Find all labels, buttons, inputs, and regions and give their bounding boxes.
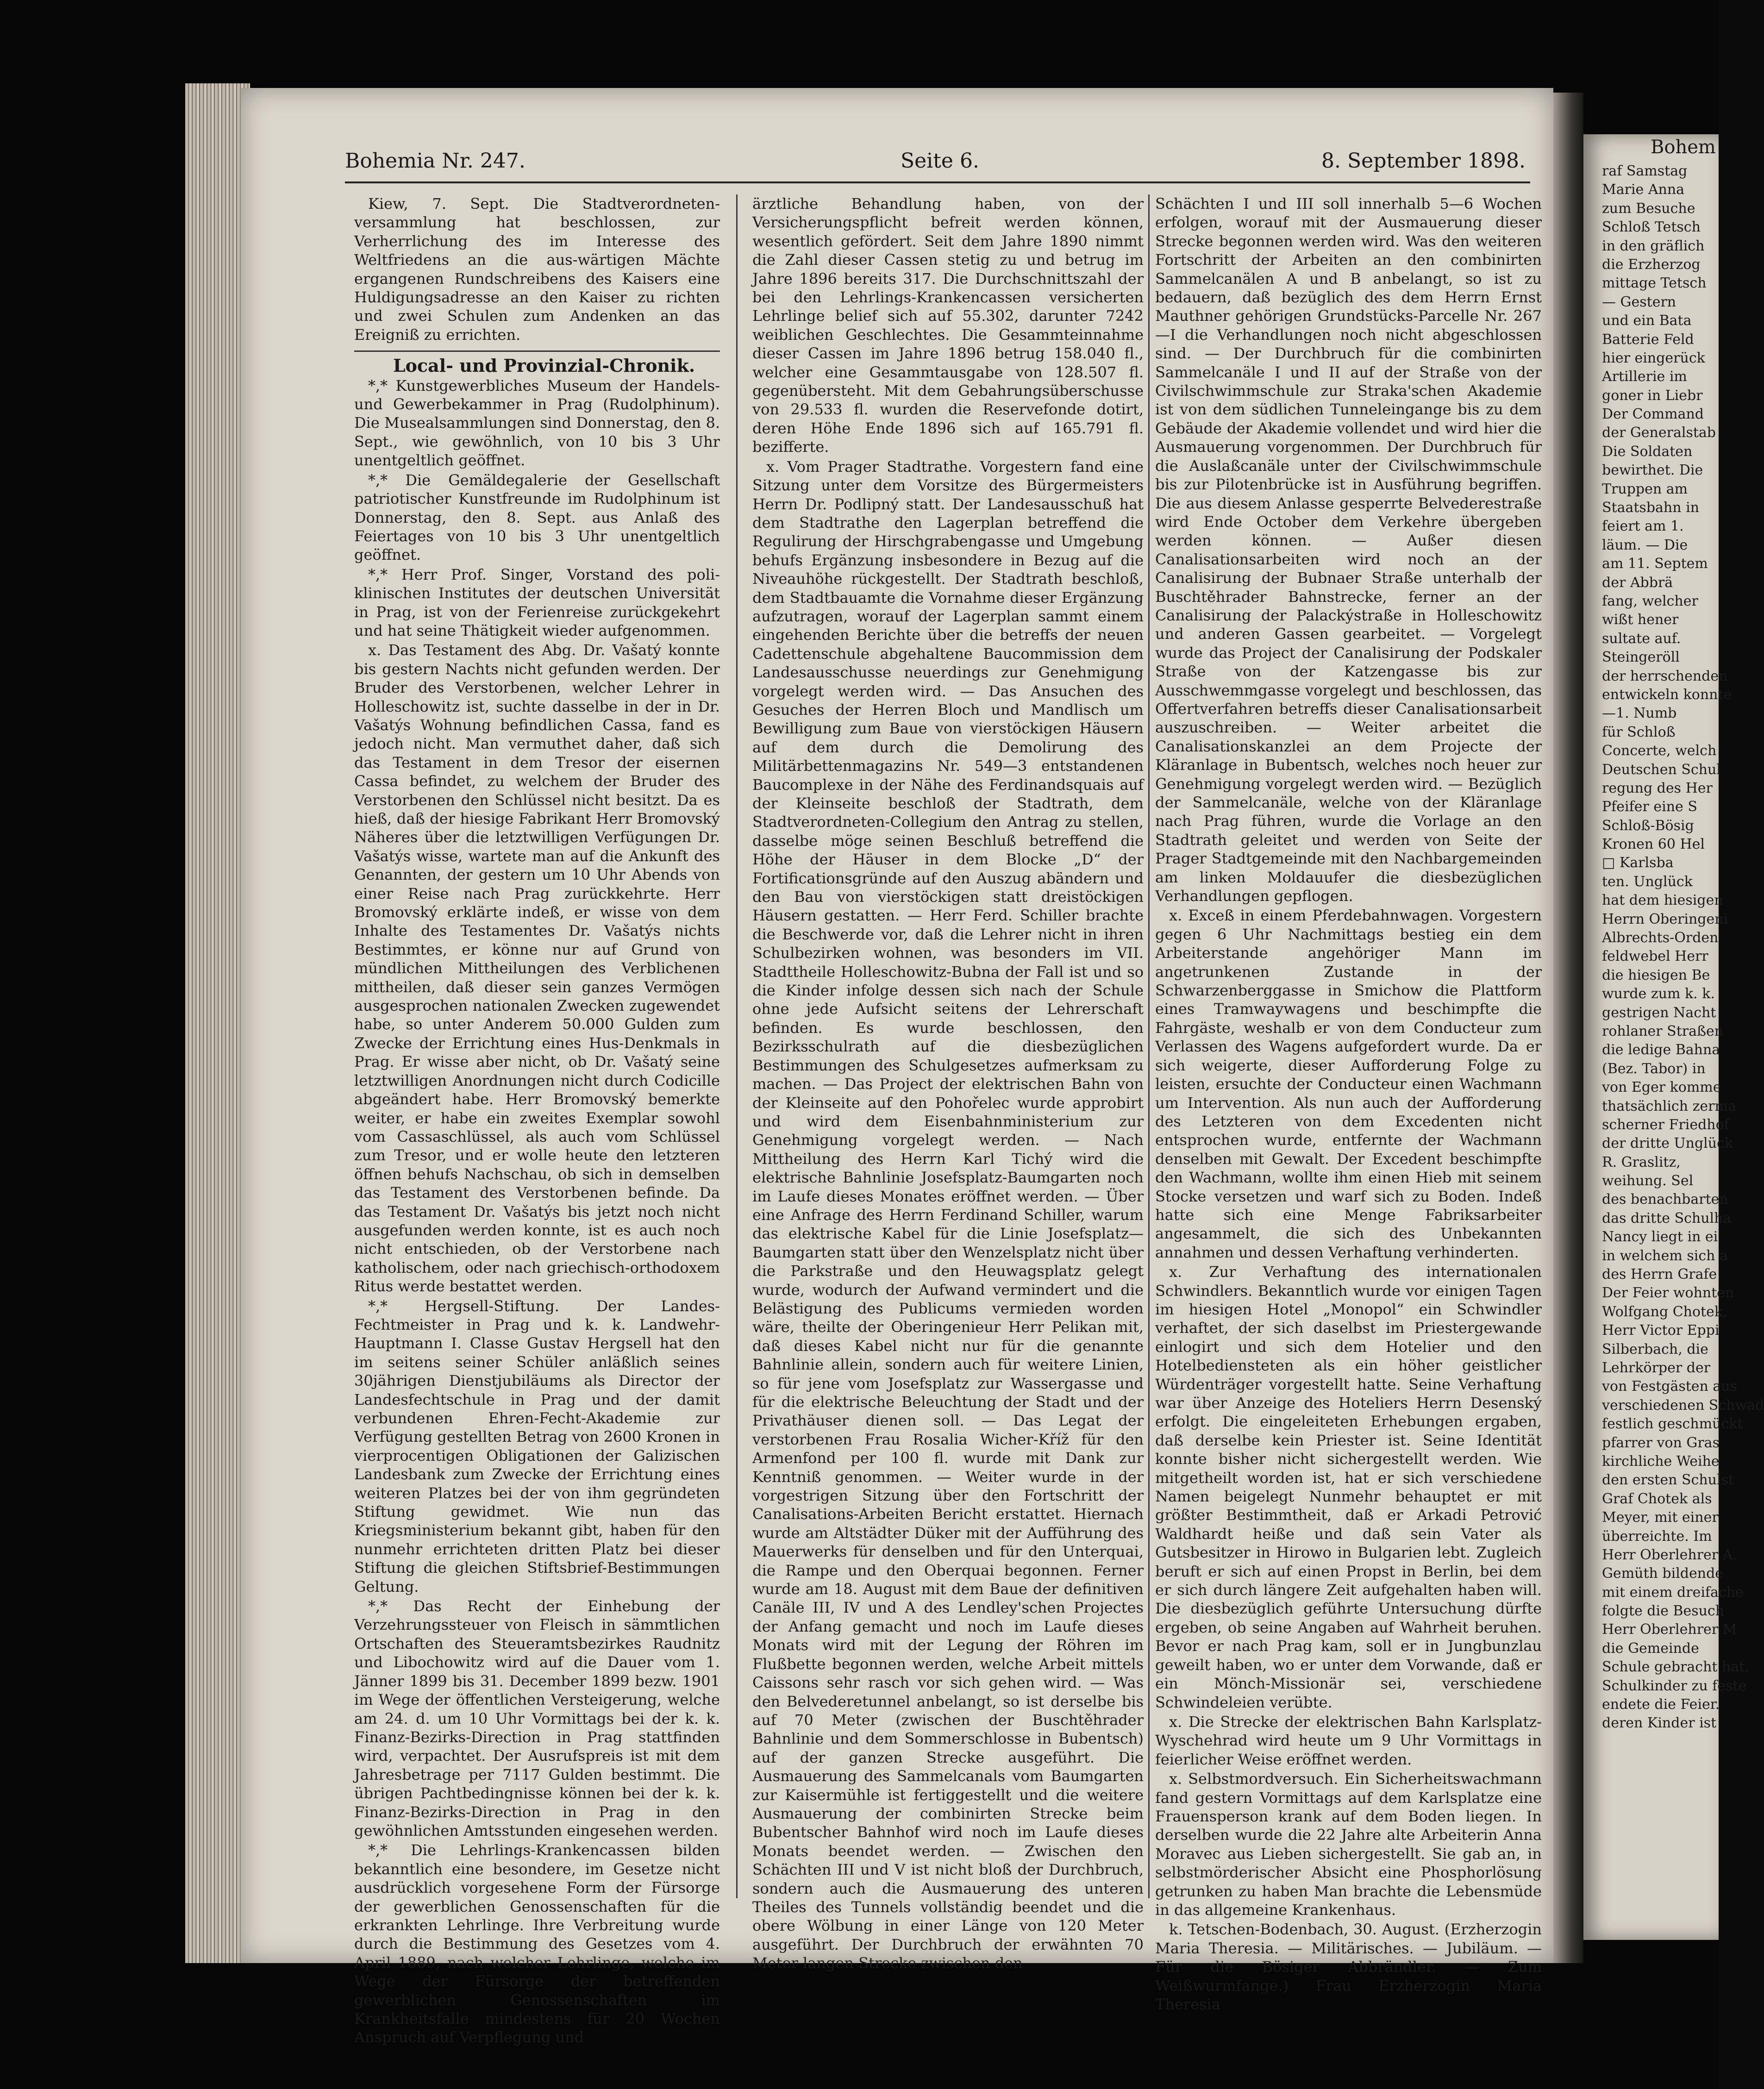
header-paper-issue: Bohemia Nr. 247. [345, 149, 525, 173]
facing-page-line: Artillerie im [1602, 369, 1687, 385]
book-gutter [1553, 93, 1583, 1963]
facing-page-line: Schulkinder zu feste [1602, 1677, 1747, 1694]
facing-page-line: — Gestern [1602, 294, 1676, 310]
facing-page-line: Schule gebracht hat, [1602, 1659, 1749, 1676]
facing-page-line: R. Graslitz, [1602, 1154, 1681, 1170]
facing-page-line: des benachbarten [1602, 1191, 1728, 1208]
column-1 [354, 194, 720, 2046]
facing-page-line: Steingeröll [1602, 649, 1680, 666]
facing-page-line: feldwebel Herr [1602, 948, 1708, 965]
facing-page-line: Lehrkörper der [1602, 1360, 1711, 1376]
column-3 [1155, 194, 1542, 2013]
facing-page-line: hier eingerück [1602, 350, 1705, 366]
facing-page-line: scherner Friedhof [1602, 1116, 1729, 1133]
article-gemaeldegalerie: *,* Die Gemäldegalerie der Gesellschaft patriotischer Kunstfreunde im Rudolphinum ist Donnerstag, den 8. Sept. aus Anlaß des Feiertages von 10 bis 3 Uhr unentgeltlich geöffnet. [354, 471, 720, 564]
article-lehrlings-continued: ärztliche Behandlung haben, von der Versicherungspflicht befreit werden können, wesentlich gefördert. Seit dem Jahre 1890 nimmt die Zahl dieser Cassen stetig zu und betrug im Jahre 1896 bereits 317. Die Durchschnittszahl der bei den Lehrlings-Krankencassen versicherten Lehrlinge belief sich auf 55.302, darunter 7242 weiblichen Geschlechtes. Die Gesammteinnahme dieser Cassen im Jahre 1896 betrug 158.040 fl., welcher eine Gesammtausgabe von 128.507 fl. gegenübersteht. Mit dem Gebahrungsüberschusse von 29.533 fl. wurden die Reservefonde dotirt, deren Höhe Ende 1896 sich auf 165.791 fl. bezifferte. [752, 195, 1144, 456]
facing-page-line: mittage Tetsch [1602, 275, 1707, 292]
article-kunstgewerbe: *,* Kunstgewerbliches Museum der Handels- und Gewerbekammer in Prag (Rudolphinum). Die Musealsammlungen sind Donnerstag, den 8. Sept., wie gewöhnlich, von 10 bis 3 Uhr unentgeltlich geöffnet. [354, 376, 720, 469]
article-stadtrath-continued: Schächten I und III soll innerhalb 5—6 Wochen erfolgen, worauf mit der Ausmauerung dieser Strecke begonnen werden wird. Was den weiteren Fortschritt der Arbeiten an den combinirten Sammelcanälen A und B anbelangt, so ist zu bedauern, daß bezüglich des dem Herrn Ernst Mauthner gehörigen Grundstücks-Parcelle Nr. 267—I die Verhandlungen noch nicht abgeschlossen sind. — Der Durchbruch für die combinirten Sammelcanäle I und II auf der Straße von der Civilschwimmschule zur Straka'schen Akademie ist von dem südlichen Tunneleingange bis zu dem Gebäude der Akademie vollendet und wird hier die Ausmauerung vorgenommen. Der Durchbruch für die Auslaßcanäle unter der Civilschwimmschule bis zur Pilotenbrücke ist in Ausführung begriffen. Die aus diesem Anlasse gesperrte Belvederestraße wird Ende October dem Verkehre übergeben werden können. — Außer diesen Canalisationsarbeiten wird noch an der Canalisirung der Bubnaer Straße unterhalb der Buschtěhrader Bahnstrecke, ferner an der Canalisirung der Palackýstraße in Holleschowitz und anderen Gassen gearbeitet. — Vorgelegt wurde das Project der Canalisirung der Podskaler Straße von der Katzengasse bis zur Ausschwemmgasse vorgelegt und beschlossen, das Offertverfahren betreffs dieser Canalisationsarbeit auszuschreiben. — Weiter arbeitet die Canalisationskanzlei an dem Projecte der Kläranlage in Bubentsch, welches noch heuer zur Genehmigung vorgelegt werden wird. — Bezüglich der Sammelcanäle, welche von der Kläranlage nach Prag führen, wurde die Vorlage an den Stadtrath geleitet und werden von Seite der Prager Stadtgemeinde mit den Nachbargemeinden am linken Moldauufer die diesbezüglichen Verhandlungen gepflogen. [1155, 195, 1542, 905]
facing-page-line: Herr Oberlehrer M [1602, 1621, 1737, 1638]
column-2 [752, 194, 1144, 1972]
facing-page-line: Graf Chotek als [1602, 1490, 1712, 1507]
facing-page-line: thatsächlich zerma [1602, 1098, 1736, 1114]
facing-page-line: endete die Feier. [1602, 1696, 1720, 1713]
facing-page-line: Truppen am [1602, 481, 1688, 497]
article-kiew: Kiew, 7. Sept. Die Stadtverordneten-versammlung hat beschlossen, zur Verherrlichung des im Interesse des Weltfriedens an die aus-wärtigen Mächte ergangenen Rundschreibens des Kaisers eine Huldigungsadresse an den Kaiser zu richten und zwei Schulen zum Andenken an das Ereigniß zu errichten. [354, 195, 720, 344]
facing-page-line: Herr Oberlehrer A. [1602, 1546, 1737, 1563]
article-strecke: x. Die Strecke der elektrischen Bahn Karlsplatz-Wyschehrad wird heute um 9 Uhr Vormittags in feierlicher Weise eröffnet werden. [1155, 1713, 1542, 1768]
facing-page-line: der dritte Unglück [1602, 1135, 1733, 1152]
facing-page-line: Marie Anna [1602, 181, 1685, 198]
facing-page-line: die hiesigen Be [1602, 967, 1710, 983]
facing-page-line: in den gräflich [1602, 238, 1705, 254]
article-selbstmordversuch: x. Selbstmordversuch. Ein Sicherheitswachmann fand gestern Vormittags auf dem Karlsplatze eine Frauensperson krank auf dem Boden liegen. In derselben wurde die 22 Jahre alte Arbeiterin Anna Moravec aus Lieben sichergestellt. Sie gab an, in selbstmörderischer Absicht eine Phosphorlösung getrunken zu haben Man brachte die Lebensmüde in das allgemeine Krankenhaus. [1155, 1770, 1542, 1919]
facing-page-line: in welchem sich a [1602, 1247, 1728, 1264]
facing-page-line: Der Feier wohnten [1602, 1285, 1734, 1301]
article-testament: x. Das Testament des Abg. Dr. Vašatý konnte bis gestern Nachts nicht gefunden werden. Der Bruder des Verstorbenen, welcher Lehrer in Holleschowitz ist, suchte dasselbe in der in Dr. Vašatýs Wohnung befindlichen Cassa, fand es jedoch nicht. Man vermuthet daher, daß sich das Testament in dem Tresor der eisernen Cassa befindet, zu welchem der Bruder des Verstorbenen den Schlüssel nicht besitzt. Da es hieß, daß der hiesige Fabrikant Herr Bromovský Näheres über die letztwilligen Verfügungen Dr. Vašatýs wisse, wartete man auf die Ankunft des Genannten, der gestern um 10 Uhr Abends von einer Reise nach Prag zurückkehrte. Herr Bromovský erklärte indeß, er wisse von dem Inhalte des Testamentes Dr. Vašatýs nichts Bestimmtes, er könne nur auf Grund von mündlichen Mittheilungen des Verblichenen mittheilen, daß dieser sein ganzes Vermögen ausgesprochen nationalen Zwecken zugewendet habe, so unter Anderem 50.000 Gulden zum Zwecke der Errichtung eines Hus-Denkmals in Prag. Er wisse aber nicht, ob Dr. Vašatý seine letztwilligen Anordnungen nicht durch Codicille abgeändert habe. Herr Bromovský bemerkte weiter, er habe ein zweites Exemplar sowohl vom Cassaschlüssel, als auch vom Schlüssel zum Tresor, und er wolle heute den letzteren öffnen behufs Nachschau, ob sich in demselben das Testament des Verstorbenen befinde. Da das Testament Dr. Vašatýs bis jetzt noch nicht ausgefunden werden konnte, ist es auch noch nicht entschieden, ob der Verstorbene nach katholischem, oder nach griechisch-orthodoxem Ritus werde bestattet werden. [354, 641, 720, 1295]
facing-page-line: den ersten Schulst [1602, 1472, 1734, 1489]
facing-page-line: sultate auf. [1602, 630, 1681, 647]
article-tetschen: k. Tetschen-Bodenbach, 30. August. (Erzherzogin Maria Theresia. — Militärisches. — Jubiläum. — Für die Bösiger Abbrändler. — Zum Weißwurmfange.) Frau Erzherzogin Maria Theresia [1155, 1920, 1542, 2013]
facing-page-line: rohlaner Straßen [1602, 1023, 1724, 1039]
facing-page-line: Schloß-Bösig [1602, 817, 1694, 834]
facing-page-line: (Bez. Tabor) in [1602, 1060, 1706, 1077]
facing-page-line: Wolfgang Chotek, [1602, 1303, 1727, 1320]
facing-page-line: kirchliche Weihe [1602, 1453, 1720, 1470]
facing-page-line: fang, welcher [1602, 593, 1698, 609]
section-title: Local- und Provinzial-Chronik. [393, 355, 695, 376]
facing-page-line: Der Command [1602, 406, 1704, 423]
article-verzehrungssteuer: *,* Das Recht der Einhebung der Verzehrungssteuer von Fleisch in sämmtlichen Ortschaften des Steueramtsbezirkes Raudnitz und Libochowitz wird auf die Dauer vom 1. Jänner 1899 bis 31. December 1899 bezw. 1901 im Wege der öffentlichen Versteigerung, welche am 24. d. um 10 Uhr Vormittags bei der k. k. Finanz-Bezirks-Direction in Prag stattfinden wird, verpachtet. Der Ausrufspreis ist mit dem Jahresbetrage per 7117 Gulden bestimmt. Die übrigen Pachtbedingnisse können bei der k. k. Finanz-Bezirks-Direction in Prag in den gewöhnlichen Amtsstunden eingesehen werden. [354, 1597, 720, 1839]
facing-page-line: weihung. Sel [1602, 1173, 1694, 1189]
article-hergsell: *,* Hergsell-Stiftung. Der Landes-Fechtmeister in Prag und k. k. Landwehr-Hauptmann I. Classe Gustav Hergsell hat den im seitens seiner Schüler anläßlich seines 30jährigen Dienstjubiläums als Director der Landesfechtschule in Prag und der damit verbundenen Ehren-Fecht-Akademie zur Verfügung gestellten Betrag von 2600 Kronen in vierprocentigen Obligationen der Galizischen Landesbank zum Zwecke der Errichtung eines weiteren Platzes bei der von ihm gegründeten Stiftung gewidmet. Wie nun das Kriegsministerium bekannt gibt, haben für den nunmehr errichteten dritten Platz bei dieser Stiftung die gleichen Stiftsbrief-Bestimmungen Geltung. [354, 1297, 720, 1595]
facing-page-line: die Gemeinde [1602, 1640, 1699, 1657]
facing-page-line: von Festgästen aus [1602, 1378, 1738, 1395]
facing-page-header: Bohem [1651, 137, 1716, 158]
facing-page-line: □ Karlsba [1602, 855, 1674, 871]
facing-page-line: Silberbach, die [1602, 1341, 1708, 1357]
facing-page-line: feiert am 1. [1602, 518, 1684, 535]
page-header [345, 149, 1526, 175]
facing-page-line: Herr Victor Eppi [1602, 1322, 1720, 1339]
facing-page-line: deren Kinder ist [1602, 1715, 1717, 1732]
facing-page-line: Batterie Feld [1602, 331, 1694, 348]
facing-page-line: für Schloß [1602, 724, 1676, 740]
facing-page-line: Pfeifer eine S [1602, 799, 1697, 815]
article-excess: x. Exceß in einem Pferdebahnwagen. Vorgestern gegen 6 Uhr Nachmittags bestieg ein dem Arbeiterstande angehöriger Mann im angetrunkenen Zustande in der Schwarzenberggasse in Smichow die Plattform eines Tramwaywagens und beschimpfte die Fahrgäste, weshalb er von dem Conducteur zum Verlassen des Wagens aufgefordert wurde. Da er sich weigerte, dieser Aufforderung Folge zu leisten, ersuchte der Conducteur einen Wachmann um Intervention. Als nun auch der Aufforderung des Letzteren von dem Excedenten nicht entsprochen wurde, entfernte der Wachmann denselben mit Gewalt. Der Excedent beschimpfte den Wachmann, wollte ihm einen Hieb mit seinem Stocke versetzen und warf sich zu Boden. Indeß hatte sich eine Menge Fabriksarbeiter angesammelt, die sich des Unbekannten annahmen und dessen Verhaftung verhinderten. [1155, 907, 1542, 1261]
facing-page-line: Deutschen Schul [1602, 761, 1721, 778]
facing-page-line: —1. Numb [1602, 705, 1677, 722]
header-date: 8. September 1898. [1321, 149, 1526, 173]
header-page-number: Seite 6. [901, 149, 979, 173]
article-lehrlings-krankencassen: *,* Die Lehrlings-Krankencassen bilden bekanntlich eine besondere, im Gesetze nicht ausdrücklich vorgesehene Form der Fürsorge der gewerblichen Genossenschaften für die erkrankten Lehrlinge. Ihre Verbreitung wurde durch die Bestimmung des Gesetzes vom 4. April 1889, nach welcher Lehrlinge, welche im Wege der Fürsorge der betreffenden gewerblichen Genossenschaften im Krankheitsfalle mindestens für 20 Wochen Anspruch auf Verpflegung und [354, 1841, 720, 2046]
facing-page-line: zum Besuche [1602, 200, 1695, 217]
facing-page-line: folgte die Besuch [1602, 1603, 1725, 1620]
facing-page-line: und ein Bata [1602, 313, 1692, 329]
facing-page-line: die ledige Bahna [1602, 1042, 1720, 1058]
facing-page-line: von Eger komme [1602, 1079, 1721, 1096]
facing-page-line: ten. Unglück [1602, 873, 1693, 890]
facing-page-line: pfarrer von Gras [1602, 1434, 1720, 1451]
facing-page-line: am 11. Septem [1602, 556, 1708, 572]
book-page-edges [185, 83, 250, 1963]
facing-page-line: regung des Her [1602, 780, 1713, 796]
facing-page-line: der Abbrä [1602, 574, 1673, 591]
facing-page-line: Nancy liegt in ei [1602, 1229, 1718, 1245]
facing-page-line: Gemüth bildende [1602, 1565, 1724, 1582]
facing-page-line: raf Samstag [1602, 163, 1688, 179]
facing-page-line: überreichte. Im [1602, 1528, 1712, 1545]
facing-page-text [1602, 162, 1764, 1733]
facing-page-line: Herrn Oberingeni [1602, 911, 1728, 927]
header-rule [345, 181, 1530, 183]
facing-page-line: wurde zum k. k. [1602, 986, 1715, 1002]
facing-page-line: mit einem dreifache [1602, 1584, 1744, 1601]
facing-page-line: Meyer, mit einer [1602, 1509, 1719, 1526]
facing-page-line: bewirthet. Die [1602, 462, 1703, 479]
facing-page-line: hat dem hiesigen [1602, 892, 1723, 909]
article-stadtrath: x. Vom Prager Stadtrathe. Vorgestern fand eine Sitzung unter dem Vorsitze des Bürgermeisters Herrn Dr. Podlipný statt. Der Landesausschuß hat dem Stadtrathe den Lagerplan betreffend die Regulirung der Hirschgrabengasse und Umgebung behufs Ergänzung insbesondere in Bezug auf die Niveauhöhe rückgestellt. Der Stadtrath beschloß, dem Stadtbauamte die Vornahme dieser Ergänzung aufzutragen, worauf der Lagerplan sammt einem eingehenden Berichte über die betreffs der neuen Cadettenschule abgehaltene Baucommission dem Landesausschusse neuerdings zur Genehmigung vorgelegt werden wird. — Das Ansuchen des Gesuches der Herren Bloch und Mandlisch um Bewilligung zum Baue von vierstöckigen Häusern auf dem durch die Demolirung des Militärbettenmagazins Nr. 549—3 entstandenen Baucomplexe in der Nähe des Ferdinandsquais auf der Kleinseite beschloß der Stadtrath, dem Stadtverordneten-Collegium den Antrag zu stellen, dasselbe möge seinen Beschluß betreffend die Höhe der Häuser in dem Blocke „D“ der Fortificationsgründe auf den Auszug abändern und den Bau von vierstöckigen statt dreistöckigen Häusern gestatten. — Herr Ferd. Schiller brachte die Beschwerde vor, daß die Lehrer nicht in ihren Schulbezirken wohnen, was besonders im VII. Stadttheile Holleschowitz-Bubna der Fall ist und so die Kinder infolge dessen sich nach der Schule ohne jede Aufsicht seitens der Lehrerschaft befinden. Es wurde beschlossen, den Bezirksschulrath auf die diesbezüglichen Bestimmungen des Schulgesetzes aufmerksam zu machen. — Das Project der elektrischen Bahn von der Kleinseite auf den Pohořelec wurde approbirt und wird dem Eisenbahnministerium zur Genehmigung vorgelegt werden. — Nach Mittheilung des Herrn Karl Tichý wird die elektrische Bahnlinie Josefsplatz-Baumgarten noch im Laufe dieses Monates eröffnet werden. — Über eine Anfrage des Herrn Ferdinand Schiller, warum das elektrische Kabel für die Linie Josefsplatz—Baumgarten statt über den Wenzelsplatz nicht über die Parkstraße und den Heuwagsplatz gelegt wurde, wodurch der Aufwand vermindert und die Belästigung des Publicums vermieden worden wäre, theilte der Oberingenieur Herr Pelikan mit, daß dieses Kabel nicht nur für die genannte Bahnlinie allein, sondern auch für weitere Linien, so für jene vom Josefsplatz zur Wassergasse und für die elektrische Beleuchtung der Stadt und der Privathäuser dienen soll. — Das Legat der verstorbenen Frau Rosalia Wicher-Kříž für den Armenfond per 100 fl. wurde mit Dank zur Kenntniß genommen. — Weiter wurde in der vorgestrigen Sitzung über den Fortschritt der Canalisations-Arbeiten Bericht erstattet. Hiernach wurde am Altstädter Düker mit der Aufführung des Mauerwerks für denselben und für den Unterquai, die Rampe und den Oberquai begonnen. Ferner wurde am 18. August mit dem Baue der definitiven Canäle III, IV und A des Lendley'schen Projectes der Anfang gemacht und noch im Laufe dieses Monats wird mit der Legung der Röhren im Flußbette begonnen werden, welche Arbeit mittels Caissons sehr rasch vor sich gehen wird. — Was den Belvederetunnel anbelangt, so ist derselbe bis auf 70 Meter (zwischen der Buschtěhrader Bahnlinie und dem Sommerschlosse in Bubentsch) auf der ganzen Strecke ausgeführt. Die Ausmauerung des Sammelcanals vom Baumgarten zur Kaisermühle ist fertiggestellt und die weitere Ausmauerung der combinirten Strecke beim Bubentscher Bahnhof wird noch im Laufe dieses Monats beendet werden. — Zwischen den Schächten III und V ist nicht bloß der Durchbruch, sondern auch die Ausmauerung des unteren Theiles des Tunnels vollständig beendet und die obere Wölbung in einer Länge von 120 Meter ausgeführt. Der Durchbruch der erwähnten 70 Meter langen Strecke zwischen den [752, 457, 1144, 1972]
facing-page-line: festlich geschmückt [1602, 1416, 1743, 1432]
facing-page-line: Albrechts-Orden [1602, 930, 1719, 946]
column-rule-1 [736, 194, 738, 1898]
facing-page-line: Die Soldaten [1602, 443, 1693, 460]
section-divider [354, 350, 720, 352]
facing-page-line: Concerte, welch [1602, 743, 1717, 759]
facing-page-line: des Herrn Grafe [1602, 1266, 1717, 1283]
facing-page-line: der herrschenden [1602, 668, 1728, 684]
facing-page-line: Staatsbahn in [1602, 500, 1700, 516]
facing-page-line: goner in Liebr [1602, 387, 1703, 404]
facing-page-line: entwickeln konnte [1602, 686, 1732, 703]
facing-page-line: das dritte Schulha [1602, 1210, 1732, 1226]
facing-page-line: läum. — Die [1602, 537, 1688, 553]
facing-page-line: gestrigen Nacht [1602, 1004, 1716, 1021]
facing-page-line: die Erzherzog [1602, 256, 1701, 273]
article-verhaftung: x. Zur Verhaftung des internationalen Schwindlers. Bekanntlich wurde vor einigen Tagen im hiesigen Hotel „Monopol“ ein Schwindler verhaftet, der sich daselbst im Priestergewande einlogirt und sich dem Hotelier und den Hotelbediensteten als ein höher geistlicher Würdenträger vorgestellt hatte. Seine Verhaftung war über Anzeige des Hoteliers Herrn Desenský erfolgt. Die eingeleiteten Erhebungen ergaben, daß derselbe kein Priester ist. Seine Identität konnte bisher nicht sichergestellt werden. Wie mitgetheilt worden ist, hat er sich verschiedene Namen beigelegt Nunmehr behauptet er mit größter Bestimmtheit, daß er Arkadi Petrović Waldhardt heiße und daß sein Vater als Gutsbesitzer in Hirowo in Bulgarien lebt. Zugleich beruft er sich auf einen Propst in Berlin, bei dem er sich durch längere Zeit aufgehalten haben will. Die diesbezüglich geführte Untersuchung dürfte ergeben, ob seine Angaben auf Wahrheit beruhen. Bevor er nach Prag kam, soll er in Jungbunzlau geweilt haben, wo er unter dem Vorwande, daß er ein Mönch-Missionär sei, verschiedene Schwindeleien verübte. [1155, 1263, 1542, 1711]
facing-page-line: der Generalstab [1602, 425, 1716, 441]
facing-page-line: Kronen 60 Hel [1602, 836, 1705, 853]
article-singer: *,* Herr Prof. Singer, Vorstand des poli-klinischen Institutes der deutschen Universität in Prag, ist von der Ferienreise zurückgekehrt und hat seine Thätigkeit wieder aufgenommen. [354, 565, 720, 639]
facing-page-line: verschiedenen Schwad [1602, 1397, 1764, 1414]
facing-page-line: Schloß Tetsch [1602, 219, 1701, 236]
facing-page-line: wißt hener [1602, 612, 1679, 628]
column-rule-2 [1148, 194, 1150, 1898]
